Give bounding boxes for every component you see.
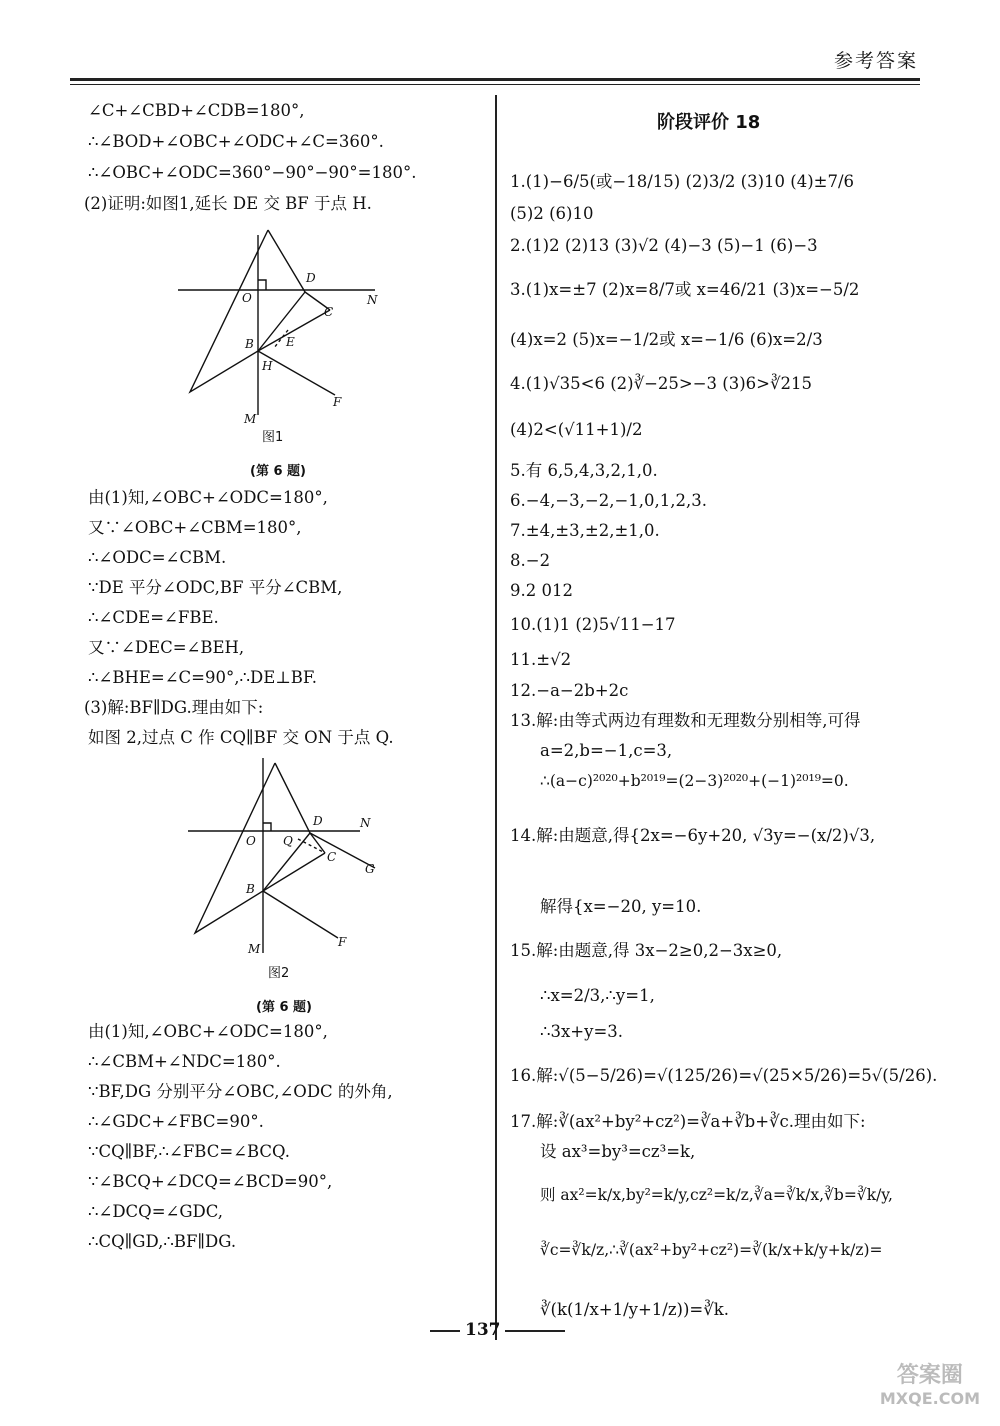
svg-text:C: C [327,850,337,864]
footer-ornament-left [430,1330,460,1332]
text-line: ∴CQ∥GD,∴BF∥DG. [88,1232,237,1251]
header-rule [70,78,920,81]
svg-text:Q: Q [283,834,293,848]
watermark-bottom: MXQE.COM [879,1389,980,1408]
column-divider [495,95,497,1340]
answer-line: 12.−a−2b+2c [510,681,629,700]
text-line: 由(1)知,∠OBC+∠ODC=180°, [88,488,328,507]
site-watermark [880,1358,980,1408]
answer-line: 17.解:∛(ax²+by²+cz²)=∛a+∛b+∛c.理由如下: [510,1112,866,1131]
text-line: 由(1)知,∠OBC+∠ODC=180°, [88,1022,328,1041]
answer-line: 1.(1)−6/5(或−18/15) (2)3/2 (3)10 (4)±7/6 [510,172,855,191]
answer-line: 5.有 6,5,4,3,2,1,0. [510,461,658,480]
answer-line: ∴x=2/3,∴y=1, [540,986,655,1005]
page-number: 137 [465,1320,501,1340]
text-line: ∵BF,DG 分别平分∠OBC,∠ODC 的外角, [88,1082,393,1101]
figure-1-label: (第 6 题) [250,464,306,479]
answer-line: 11.±√2 [510,650,572,669]
svg-text:H: H [262,359,273,373]
text-line: ∠C+∠CBD+∠CDB=180°, [88,101,305,120]
answer-line: 8.−2 [510,551,551,570]
svg-text:D: D [313,814,323,828]
text-line: (3)解:BF∥DG.理由如下: [84,698,264,717]
text-line: 又∵∠DEC=∠BEH, [88,638,245,657]
text-line: 如图 2,过点 C 作 CQ∥BF 交 ON 于点 Q. [88,728,394,747]
svg-text:M: M [244,412,257,425]
text-line: ∴∠ODC=∠CBM. [88,548,227,567]
answer-line: ∴(a−c)²⁰²⁰+b²⁰¹⁹=(2−3)²⁰²⁰+(−1)²⁰¹⁹=0. [540,772,849,790]
text-line: ∴∠BOD+∠OBC+∠ODC+∠C=360°. [88,132,384,151]
answer-line: 设 ax³=by³=cz³=k, [540,1142,696,1161]
text-line: ∴∠GDC+∠FBC=90°. [88,1112,264,1131]
svg-text:F: F [333,395,342,409]
text-line: ∴∠CBM+∠NDC=180°. [88,1052,281,1071]
figure-2-diagram [180,753,395,958]
text-line: ∵∠BCQ+∠DCQ=∠BCD=90°, [88,1172,333,1191]
answer-line: 解得{x=−20, y=10. [540,897,702,916]
figure-1-diagram [170,220,400,425]
svg-text:D: D [306,271,316,285]
answer-line: 3.(1)x=±7 (2)x=8/7或 x=46/21 (3)x=−5/2 [510,280,860,299]
footer-ornament-right [505,1330,565,1332]
svg-text:E: E [286,335,295,349]
svg-text:G: G [365,862,375,876]
answer-line: ∛(k(1/x+1/y+1/z))=∛k. [540,1300,729,1319]
text-line: ∴∠BHE=∠C=90°,∴DE⊥BF. [88,668,318,687]
text-line: ∴∠OBC+∠ODC=360°−90°−90°=180°. [88,163,417,182]
answer-line: 13.解:由等式两边有理数和无理数分别相等,可得 [510,711,861,730]
answer-line: 2.(1)2 (2)13 (3)√2 (4)−3 (5)−1 (6)−3 [510,236,818,255]
text-line: ∴∠CDE=∠FBE. [88,608,219,627]
svg-text:B: B [245,337,254,351]
svg-text:N: N [367,293,378,307]
figure-2-label: (第 6 题) [256,1000,312,1015]
svg-text:O: O [242,291,252,305]
answer-line: 14.解:由题意,得{2x=−6y+20, √3y=−(x/2)√3, [510,826,876,845]
text-line: ∵DE 平分∠ODC,BF 平分∠CBM, [88,578,343,597]
svg-text:O: O [246,834,256,848]
watermark-top: 答案圈 [896,1363,963,1388]
header-rule-thin [70,84,920,85]
answer-line: (5)2 (6)10 [510,204,594,223]
svg-text:M: M [248,942,261,956]
answer-line: ∛c=∛k/z,∴∛(ax²+by²+cz²)=∛(k/x+k/y+k/z)= [540,1241,883,1259]
answer-line: ∴3x+y=3. [540,1022,624,1041]
answer-line: 10.(1)1 (2)5√11−17 [510,615,676,634]
svg-text:B: B [246,882,255,896]
answer-line: 则 ax²=k/x,by²=k/y,cz²=k/z,∛a=∛k/x,∛b=∛k/y, [540,1186,893,1204]
text-line: ∵CQ∥BF,∴∠FBC=∠BCQ. [88,1142,291,1161]
text-line: ∴∠DCQ=∠GDC, [88,1202,224,1221]
figure-2-caption: 图2 [268,966,290,981]
figure-1-caption: 图1 [262,430,284,445]
answer-line: 7.±4,±3,±2,±1,0. [510,521,660,540]
svg-text:C: C [324,305,334,319]
answer-line: (4)2<(√11+1)/2 [510,420,643,439]
svg-text:F: F [338,935,347,949]
text-line: (2)证明:如图1,延长 DE 交 BF 于点 H. [84,194,372,213]
answer-line: 4.(1)√35<6 (2)∛−25>−3 (3)6>∛215 [510,374,812,393]
answer-line: (4)x=2 (5)x=−1/2或 x=−1/6 (6)x=2/3 [510,330,823,349]
svg-text:N: N [360,816,371,830]
answer-line: 9.2 012 [510,581,573,600]
text-line: 又∵∠OBC+∠CBM=180°, [88,518,302,537]
section-title: 阶段评价 18 [657,112,761,133]
answer-line: 6.−4,−3,−2,−1,0,1,2,3. [510,491,707,510]
answer-line: 15.解:由题意,得 3x−2≥0,2−3x≥0, [510,941,783,960]
page-header-title: 参考答案 [833,50,918,72]
answer-line: 16.解:√(5−5/26)=√(125/26)=√(25×5/26)=5√(5/26). [510,1066,938,1085]
answer-line: a=2,b=−1,c=3, [540,741,673,760]
